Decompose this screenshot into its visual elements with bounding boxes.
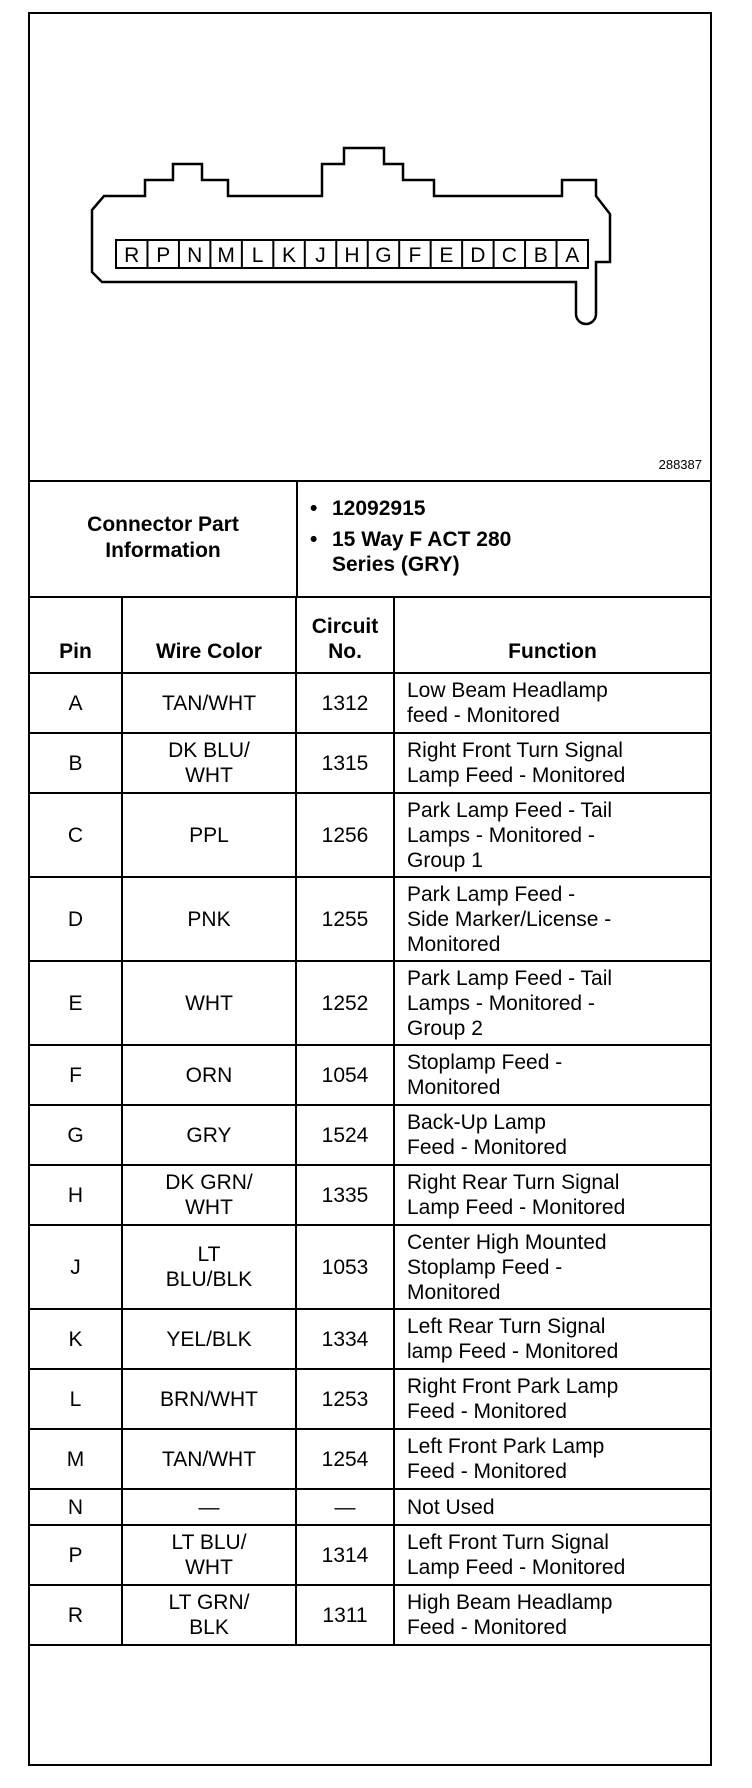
- pin-label-r: R: [124, 244, 140, 267]
- function-cell: Not Used: [394, 1489, 710, 1525]
- pin-label-d: D: [470, 244, 486, 267]
- connector-face-drawing: [30, 14, 710, 480]
- circuit-cell: 1315: [296, 733, 394, 793]
- circuit-cell: 1311: [296, 1585, 394, 1645]
- wire-color-cell: LT GRN/ BLK: [122, 1585, 296, 1645]
- table-row: [30, 1525, 710, 1585]
- circuit-cell: 1256: [296, 793, 394, 877]
- pin-label-e: E: [439, 244, 454, 267]
- connector-sheet: [28, 12, 712, 1766]
- wire-color-cell: YEL/BLK: [122, 1309, 296, 1369]
- function-cell: Low Beam Headlamp feed - Monitored: [394, 673, 710, 733]
- circuit-cell: 1314: [296, 1525, 394, 1585]
- wire-color-cell: LT BLU/BLK: [122, 1225, 296, 1309]
- wire-color-cell: TAN/WHT: [122, 1429, 296, 1489]
- function-cell: Right Front Park Lamp Feed - Monitored: [394, 1369, 710, 1429]
- pin-cell: J: [30, 1225, 122, 1309]
- function-cell: Left Front Park Lamp Feed - Monitored: [394, 1429, 710, 1489]
- pinout-rows: [30, 673, 710, 1645]
- connector-outline: [92, 148, 610, 324]
- wire-color-cell: PNK: [122, 877, 296, 961]
- header-wire-color: Wire Color: [122, 596, 296, 673]
- pin-label-l: L: [251, 244, 264, 267]
- function-cell: Park Lamp Feed - Tail Lamps - Monitored - Group 1: [394, 793, 710, 877]
- table-header: [30, 596, 710, 673]
- wire-color-cell: DK BLU/ WHT: [122, 733, 296, 793]
- pin-label-n: N: [187, 244, 203, 267]
- function-cell: High Beam Headlamp Feed - Monitored: [394, 1585, 710, 1645]
- pin-cell: N: [30, 1489, 122, 1525]
- function-cell: Center High Mounted Stoplamp Feed - Monitored: [394, 1225, 710, 1309]
- table-row: [30, 961, 710, 1045]
- circuit-cell: 1054: [296, 1045, 394, 1105]
- function-cell: Left Rear Turn Signal lamp Feed - Monitored: [394, 1309, 710, 1369]
- table-row: [30, 1429, 710, 1489]
- pin-label-c: C: [501, 244, 517, 267]
- table-row: [30, 733, 710, 793]
- pin-cell: F: [30, 1045, 122, 1105]
- pin-cell: M: [30, 1429, 122, 1489]
- function-cell: Back-Up Lamp Feed - Monitored: [394, 1105, 710, 1165]
- pin-label-p: P: [156, 244, 171, 267]
- table-row: [30, 1585, 710, 1645]
- pin-label-h: H: [344, 244, 360, 267]
- wire-color-cell: TAN/WHT: [122, 673, 296, 733]
- connector-info-label: Connector Part Information: [30, 480, 298, 596]
- header-function: Function: [394, 596, 710, 673]
- diagram-id: 288387: [658, 457, 702, 472]
- function-cell: Stoplamp Feed - Monitored: [394, 1045, 710, 1105]
- pin-cell: A: [30, 673, 122, 733]
- table-row: [30, 1225, 710, 1309]
- table-row: [30, 1105, 710, 1165]
- wire-color-cell: GRY: [122, 1105, 296, 1165]
- header-pin: Pin: [30, 596, 122, 673]
- pin-labels: [124, 240, 579, 268]
- table-row: [30, 793, 710, 877]
- pinout-table: [30, 596, 710, 1646]
- table-row: [30, 1489, 710, 1525]
- table-row: [30, 877, 710, 961]
- function-cell: Park Lamp Feed - Side Marker/License - Monitored: [394, 877, 710, 961]
- circuit-cell: 1255: [296, 877, 394, 961]
- wire-color-cell: ORN: [122, 1045, 296, 1105]
- function-cell: Left Front Turn Signal Lamp Feed - Monitored: [394, 1525, 710, 1585]
- wire-color-cell: DK GRN/ WHT: [122, 1165, 296, 1225]
- circuit-cell: 1334: [296, 1309, 394, 1369]
- pin-cell: D: [30, 877, 122, 961]
- circuit-cell: 1253: [296, 1369, 394, 1429]
- pin-label-g: G: [375, 244, 392, 267]
- circuit-cell: —: [296, 1489, 394, 1525]
- pin-cell: H: [30, 1165, 122, 1225]
- pin-cell: K: [30, 1309, 122, 1369]
- connector-diagram: [30, 14, 710, 482]
- wire-color-cell: BRN/WHT: [122, 1369, 296, 1429]
- table-row: [30, 673, 710, 733]
- pin-label-k: K: [282, 244, 297, 267]
- pin-cell: B: [30, 733, 122, 793]
- connector-type: • 15 Way F ACT 280 Series (GRY): [332, 527, 710, 577]
- part-number: • 12092915: [332, 496, 710, 521]
- table-row: [30, 1309, 710, 1369]
- pin-cell: C: [30, 793, 122, 877]
- pin-label-f: F: [408, 244, 422, 267]
- function-cell: Right Front Turn Signal Lamp Feed - Monitored: [394, 733, 710, 793]
- wire-color-cell: LT BLU/ WHT: [122, 1525, 296, 1585]
- pin-label-b: B: [533, 244, 548, 267]
- circuit-cell: 1524: [296, 1105, 394, 1165]
- pin-cell: P: [30, 1525, 122, 1585]
- pin-cell: R: [30, 1585, 122, 1645]
- pin-cell: G: [30, 1105, 122, 1165]
- circuit-cell: 1053: [296, 1225, 394, 1309]
- circuit-cell: 1252: [296, 961, 394, 1045]
- circuit-cell: 1312: [296, 673, 394, 733]
- pin-cell: L: [30, 1369, 122, 1429]
- table-row: [30, 1045, 710, 1105]
- wire-color-cell: —: [122, 1489, 296, 1525]
- table-row: [30, 1165, 710, 1225]
- connector-info-list: [296, 480, 710, 596]
- function-cell: Park Lamp Feed - Tail Lamps - Monitored - Group 2: [394, 961, 710, 1045]
- pin-cell: E: [30, 961, 122, 1045]
- function-cell: Right Rear Turn Signal Lamp Feed - Monitored: [394, 1165, 710, 1225]
- wire-color-cell: WHT: [122, 961, 296, 1045]
- wire-color-cell: PPL: [122, 793, 296, 877]
- circuit-cell: 1335: [296, 1165, 394, 1225]
- pin-label-a: A: [565, 244, 580, 267]
- header-circuit-no: Circuit No.: [296, 596, 394, 673]
- table-row: [30, 1369, 710, 1429]
- pin-label-m: M: [217, 244, 235, 267]
- connector-part-info: [30, 480, 710, 598]
- pin-label-j: J: [315, 244, 326, 267]
- circuit-cell: 1254: [296, 1429, 394, 1489]
